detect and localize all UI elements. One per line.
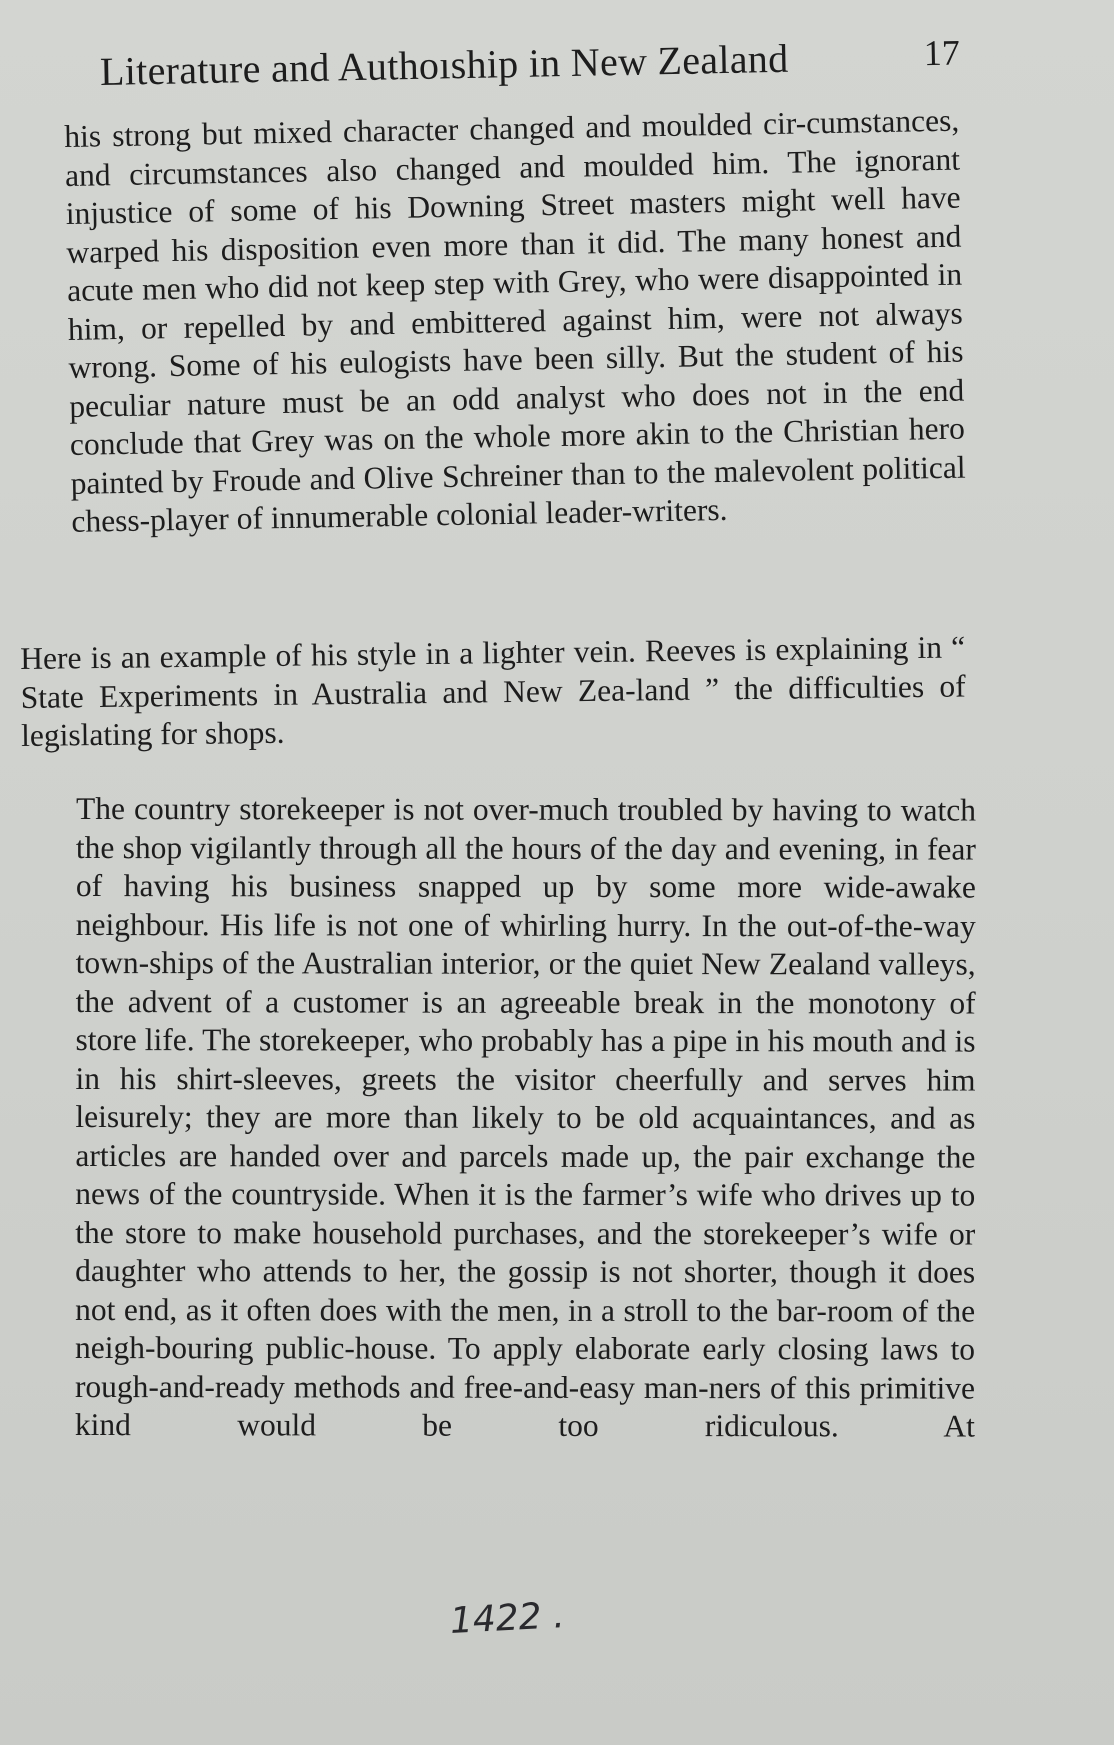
body-paragraph-1: his strong but mixed character changed and moulded cir-cumstances, and circumstances also changed and moulded him. The ignorant injustice of some of his Downing Street masters might well have warped his disposition even more than it did. The many honest and acute men who did not keep step with Grey, who were disappointed in him, or repelled by and embittered against him, were not always wrong. Some of his eulogists have been silly. But the student of his peculiar nature must be an odd analyst who does not in the end conclude that Grey was on the whole more akin to the Christian hero painted by Froude and Olive Schreiner than to the malevolent political chess-player of innumerable colonial leader-writers.: [64, 102, 966, 539]
page-number: 17: [923, 32, 961, 74]
block-quotation: The country storekeeper is not over-much troubled by having to watch the shop vigilantly through all the hours of the day and evening, in fear of having his business snapped up by some more wide-awake neighbour. His life is not one of whirling hurry. In the out-of-the-way town-ships of the Australian interior, or the quiet New Zealand valleys, the advent of a customer is an agreeable break in the monotony of store life. The storekeeper, who probably has a pipe in his mouth and is in his shirt-sleeves, greets the visitor cheerfully and serves him leisurely; they are more than likely to be old acquaintances, and as articles are handed over and parcels made up, the pair exchange the news of the countryside. When it is the farmer’s wife who drives up to the store to make household purchases, and the storekeeper’s wife or daughter who attends to her, the gossip is not shorter, though it does not end, as it often does with the men, in a stroll to the bar-room of the neigh-bouring public-house. To apply elaborate early closing laws to rough-and-ready methods and free-and-easy man-ners of this primitive kind would be too ridiculous. At: [74, 791, 976, 1444]
running-title: Literature and Authoıship in New Zealand: [99, 35, 789, 94]
body-paragraph-2: Here is an example of his style in a lighter vein. Reeves is explaining in “ State Experiments in Australia and New Zea-land ” the difficulties of legislating for shops.: [20, 629, 966, 753]
handwritten-note: 1422 .: [449, 1595, 566, 1642]
running-head: [99, 23, 960, 99]
